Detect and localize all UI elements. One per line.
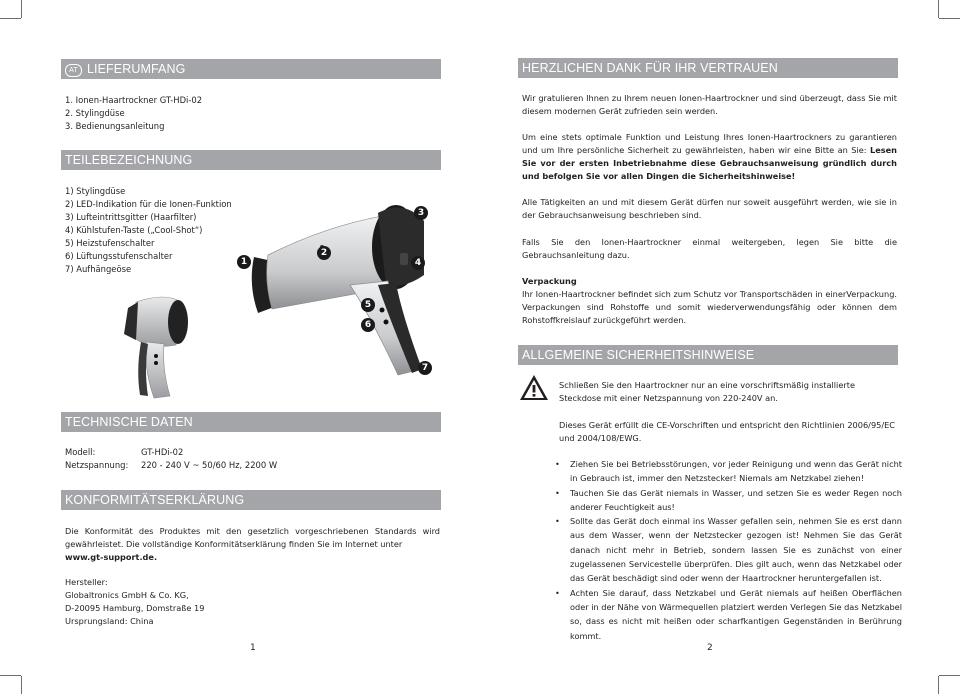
warning-text-2: Dieses Gerät erfüllt die CE-Vorschriften und entspricht den Richtlinien 2006/95/EC und 2004/108/EWG. bbox=[559, 420, 896, 443]
list-item: 1) Stylingdüse bbox=[65, 186, 126, 196]
callout-4: 4 bbox=[411, 256, 425, 270]
warning-text-1: Schließen Sie den Haartrockner nur an eine vorschriftsmäßig installierte Steckdose mit einer Netzspannung von 220-240V an. bbox=[559, 380, 855, 403]
hersteller-line: D-20095 Hamburg, Domstraße 19 bbox=[65, 602, 205, 613]
spec-row bbox=[65, 446, 183, 459]
dank-p2-text: Um eine stets optimale Funktion und Leistung Ihres Ionen-Haartrockners zu garantieren und um Ihre persönliche Sicherheit zu gewährleisten, haben wir eine Bitte an Sie: bbox=[522, 132, 897, 155]
list-item: 6) Lüftungsstufenschalter bbox=[65, 251, 173, 261]
page-number-left: 1 bbox=[250, 643, 256, 653]
hersteller-line: Globaltronics GmbH & Co. KG, bbox=[65, 589, 189, 600]
crop-mark bbox=[0, 18, 21, 19]
section-header-lieferumfang bbox=[61, 59, 441, 79]
section-title: HERZLICHEN DANK FÜR IHR VERTRAUEN bbox=[522, 61, 778, 75]
dank-p2-bold: Lesen Sie vor der ersten Inbetriebnahme diese Gebrauchsanweisung gründlich durch und befolgen Sie vor allen Dingen die Sicherheitshinweise! bbox=[522, 144, 898, 181]
spec-label: Modell: bbox=[65, 447, 96, 457]
hair-dryer-main-illustration bbox=[228, 185, 443, 385]
teilebezeichnung-list bbox=[65, 185, 232, 276]
list-item: 4) Kühlstufen-Taste („Cool-Shot“) bbox=[65, 225, 203, 235]
spec-row bbox=[65, 459, 277, 472]
lieferumfang-list bbox=[65, 94, 202, 133]
section-header-dank bbox=[518, 58, 898, 78]
list-item: 2. Stylingdüse bbox=[65, 108, 125, 118]
section-header-sicherheit bbox=[518, 345, 898, 365]
list-item: 3. Bedienungsanleitung bbox=[65, 121, 165, 131]
dank-p4: Falls Sie den Ionen-Haartrockner einmal weitergeben, legen Sie bitte die Gebrauchsanleitung dazu. bbox=[522, 237, 897, 260]
list-item: 2) LED-Indikation für die Ionen-Funktion bbox=[65, 199, 232, 209]
konformitaet-paragraph: Die Konformität des Produktes mit den gesetzlich vorgeschriebenen Standards wird gewährleistet. Die vollständige Konformitätserklärung finden Sie im Internet unter bbox=[65, 526, 440, 549]
page-number-right: 2 bbox=[707, 643, 713, 653]
list-item: 3) Lufteintrittsgitter (Haarfilter) bbox=[65, 212, 197, 222]
section-title: ALLGEMEINE SICHERHEITSHINWEISE bbox=[522, 348, 755, 362]
support-url: www.gt-support.de. bbox=[65, 551, 158, 562]
section-title: TECHNISCHE DATEN bbox=[65, 415, 193, 429]
list-item: 1. Ionen-Haartrockner GT-HDi-02 bbox=[65, 95, 203, 105]
konformitaet-text bbox=[65, 525, 440, 564]
safety-bullet-list bbox=[542, 457, 902, 643]
dank-p1: Wir gratulieren Ihnen zu Ihrem neuen Ionen-Haartrockner und sind überzeugt, dass Sie mit diesem modernen Gerät zufrieden sein werden. bbox=[522, 93, 897, 116]
hersteller-label: Hersteller: bbox=[65, 577, 108, 587]
section-title: TEILEBEZEICHNUNG bbox=[65, 153, 193, 167]
country-badge: AT bbox=[65, 64, 82, 77]
crop-mark bbox=[938, 0, 939, 18]
list-item: • Tauchen Sie das Gerät niemals in Wasser, und setzen Sie es weder Regen noch anderer Feuchtigkeit aus! bbox=[542, 486, 902, 515]
callout-5: 5 bbox=[361, 298, 375, 312]
crop-mark bbox=[938, 676, 939, 694]
warning-triangle-icon bbox=[519, 374, 549, 401]
hersteller-block bbox=[65, 576, 365, 628]
crop-mark bbox=[939, 675, 960, 676]
section-title: KONFORMITÄTSERKLÄRUNG bbox=[65, 493, 245, 507]
crop-mark bbox=[939, 18, 960, 19]
crop-mark bbox=[0, 675, 21, 676]
dank-p2 bbox=[522, 131, 897, 183]
callout-3: 3 bbox=[414, 206, 428, 220]
spec-value: 220 - 240 V ~ 50/60 Hz, 2200 W bbox=[141, 460, 278, 470]
verpackung-block bbox=[522, 275, 897, 327]
section-header-technische-daten bbox=[61, 412, 441, 432]
section-title: LIEFERUMFANG bbox=[87, 62, 186, 76]
hersteller-line: Ursprungsland: China bbox=[65, 615, 154, 626]
section-header-konformitaet bbox=[61, 490, 441, 510]
verpackung-title: Verpackung bbox=[522, 276, 577, 286]
spec-label: Netzspannung: bbox=[65, 460, 129, 470]
list-item: • Ziehen Sie bei Betriebsstörungen, vor jeder Reinigung und wenn das Gerät nicht in Gebrauch ist, immer den Netzstecker! Niemals am Netzkabel ziehen! bbox=[542, 457, 902, 486]
hair-dryer-small-illustration bbox=[106, 290, 216, 405]
section-header-teilebezeichnung bbox=[61, 150, 441, 170]
list-item: • Achten Sie darauf, dass Netzkabel und Gerät niemals auf heißen Oberflächen oder in der Nähe von Wärmequellen platziert werden Verlegen Sie das Netzkabel so, dass es nicht mit heißen oder scharfkantigen Gegenständen in Berührung kommt. bbox=[542, 586, 902, 643]
crop-mark bbox=[21, 0, 22, 18]
list-item: • Sollte das Gerät doch einmal ins Wasser gefallen sein, nehmen Sie es erst dann aus dem Wasser, wenn der Netzstecker gezogen ist! Nehmen Sie das Gerät danach nicht mehr in Betrieb, sondern lassen Sie es zunächst von einer zugelassenen Servicestelle überprüfen. Dies gilt auch, wenn das Netzkabel oder das Gerät beschädigt sind oder wenn der Haartrockner heruntergefallen ist. bbox=[542, 514, 902, 585]
callout-7: 7 bbox=[418, 361, 432, 375]
verpackung-text: Ihr Ionen-Haartrockner befindet sich zum Schutz vor Transportschäden in einerVerpackung. Verpackungen sind Rohstoffe und somit wiederverwendungsfähig oder können dem Rohstoffkreislauf zurückgeführt werden. bbox=[522, 288, 897, 325]
callout-6: 6 bbox=[361, 318, 375, 332]
list-item: 5) Heizstufenschalter bbox=[65, 238, 155, 248]
callout-2: 2 bbox=[317, 246, 331, 260]
spec-value: GT-HDi-02 bbox=[141, 447, 184, 457]
callout-1: 1 bbox=[237, 255, 251, 269]
list-item: 7) Aufhängeöse bbox=[65, 264, 132, 274]
dank-p3: Alle Tätigkeiten an und mit diesem Gerät dürfen nur soweit ausgeführt werden, wie sie in der Gebrauchsanweisung beschrieben sind. bbox=[522, 197, 897, 220]
crop-mark bbox=[21, 676, 22, 694]
